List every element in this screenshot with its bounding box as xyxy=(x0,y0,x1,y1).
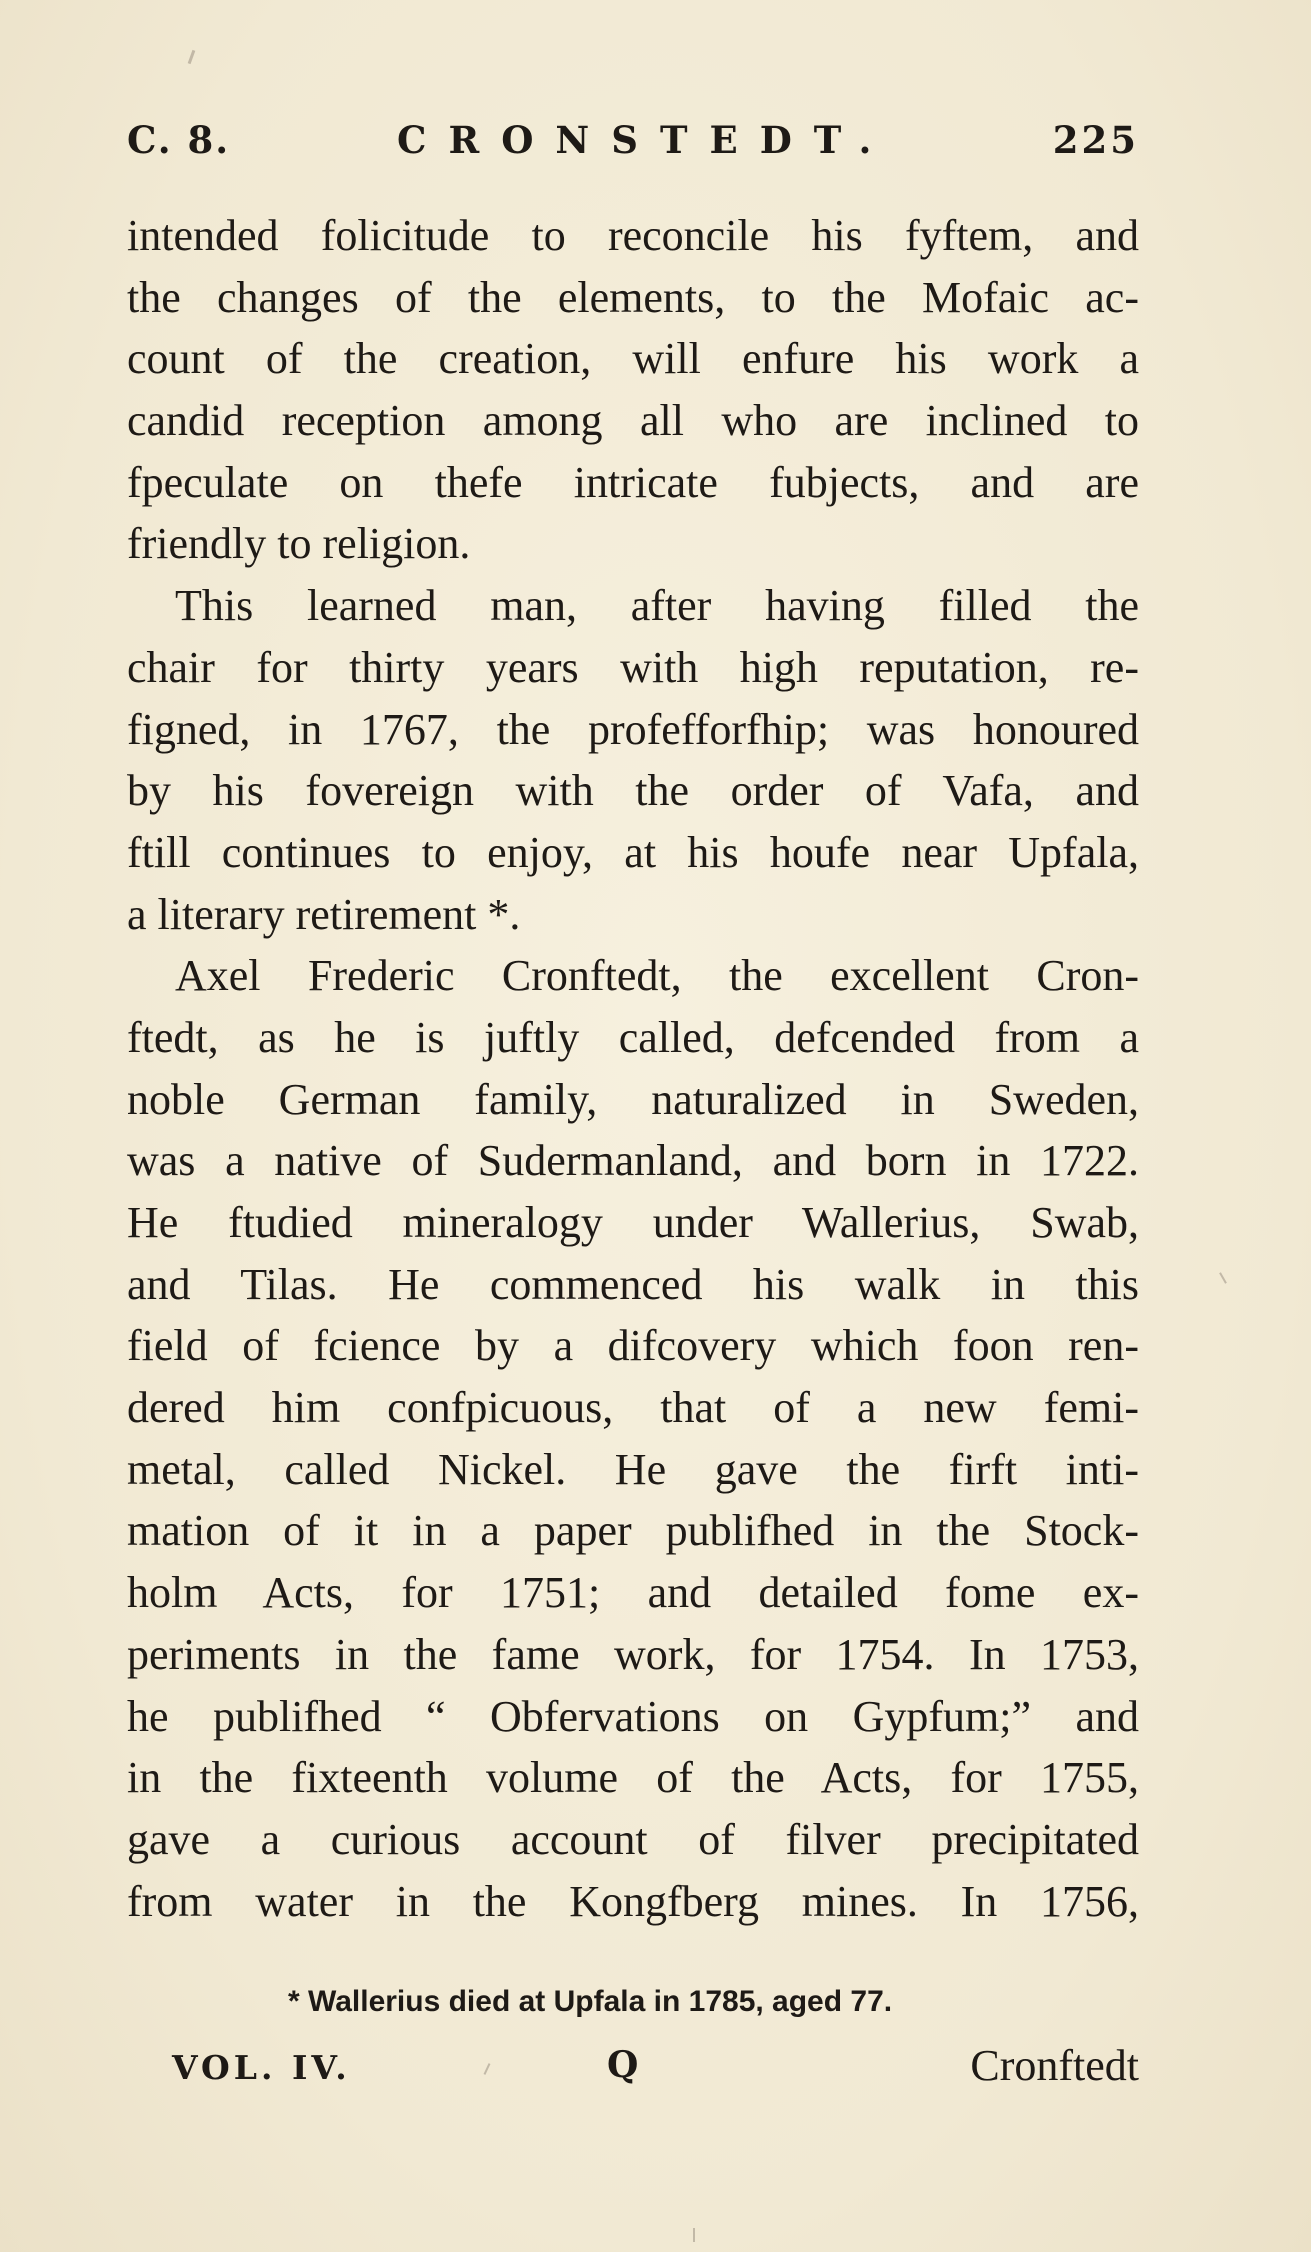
text-line: he publifhed “ Obfervations on Gypfum;” and xyxy=(127,1691,1139,1741)
text-line: chair for thirty years with high reputation, re- xyxy=(127,642,1139,692)
text-line: dered him confpicuous, that of a new femi- xyxy=(127,1383,1139,1433)
running-title: CRONSTEDT. xyxy=(397,118,894,162)
page-number: 225 xyxy=(1052,118,1139,162)
paper-speck xyxy=(1219,1272,1227,1283)
volume-signature: VOL. IV. xyxy=(172,2048,351,2087)
body-text xyxy=(127,205,1139,1932)
text-line: intended folicitude to reconcile his fyftem, and xyxy=(127,211,1139,260)
text-line: mation of it in a paper publifhed in the Stock- xyxy=(127,1506,1139,1556)
footnote: * Wallerius died at Upfala in 1785, aged 77. xyxy=(288,1985,893,2018)
text-line: in the fixteenth volume of the Acts, for 1755, xyxy=(127,1753,1139,1803)
text-line: count of the creation, will enfure his work a xyxy=(127,334,1139,384)
catchword: Cronftedt xyxy=(970,2041,1139,2090)
text-line: friendly to religion. xyxy=(127,519,471,569)
paper-speck xyxy=(693,2228,695,2242)
paper-speck xyxy=(188,50,196,64)
chapter-number: C. 8. xyxy=(127,118,231,162)
paragraph-start-line: Axel Frederic Cronftedt, the excellent Cron- xyxy=(175,951,1139,1001)
text-line: noble German family, naturalized in Sweden, xyxy=(127,1074,1139,1124)
text-line: and Tilas. He commenced his walk in this xyxy=(127,1259,1139,1309)
text-line: fpeculate on thefe intricate fubjects, and are xyxy=(127,457,1139,507)
text-line: a literary retirement *. xyxy=(127,889,521,939)
text-line: the changes of the elements, to the Mofaic ac- xyxy=(127,272,1139,322)
running-head xyxy=(127,118,1139,168)
text-line: candid reception among all who are inclined to xyxy=(127,396,1139,446)
text-line: figned, in 1767, the profefforfhip; was honoured xyxy=(127,704,1139,754)
text-line: ftedt, as he is juftly called, defcended from a xyxy=(127,1012,1139,1062)
page-footer xyxy=(172,2040,1139,2100)
text-line: gave a curious account of filver precipitated xyxy=(127,1814,1139,1864)
text-line: holm Acts, for 1751; and detailed fome ex- xyxy=(127,1568,1139,1618)
text-line: He ftudied mineralogy under Wallerius, Swab, xyxy=(127,1198,1139,1247)
text-line: ftill continues to enjoy, at his houfe near Upfala, xyxy=(127,827,1139,877)
text-line: metal, called Nickel. He gave the firft inti- xyxy=(127,1444,1139,1494)
paragraph-start-line: This learned man, after having filled the xyxy=(175,581,1139,631)
text-line: periments in the fame work, for 1754. In 1753, xyxy=(127,1629,1139,1679)
signature-mark: Q xyxy=(607,2044,639,2086)
text-line: field of fcience by a difcovery which foon ren- xyxy=(127,1321,1139,1371)
text-line: from water in the Kongfberg mines. In 1756, xyxy=(127,1876,1139,1926)
text-line: was a native of Sudermanland, and born in 1722. xyxy=(127,1136,1139,1186)
text-line: by his fovereign with the order of Vafa, and xyxy=(127,766,1139,816)
